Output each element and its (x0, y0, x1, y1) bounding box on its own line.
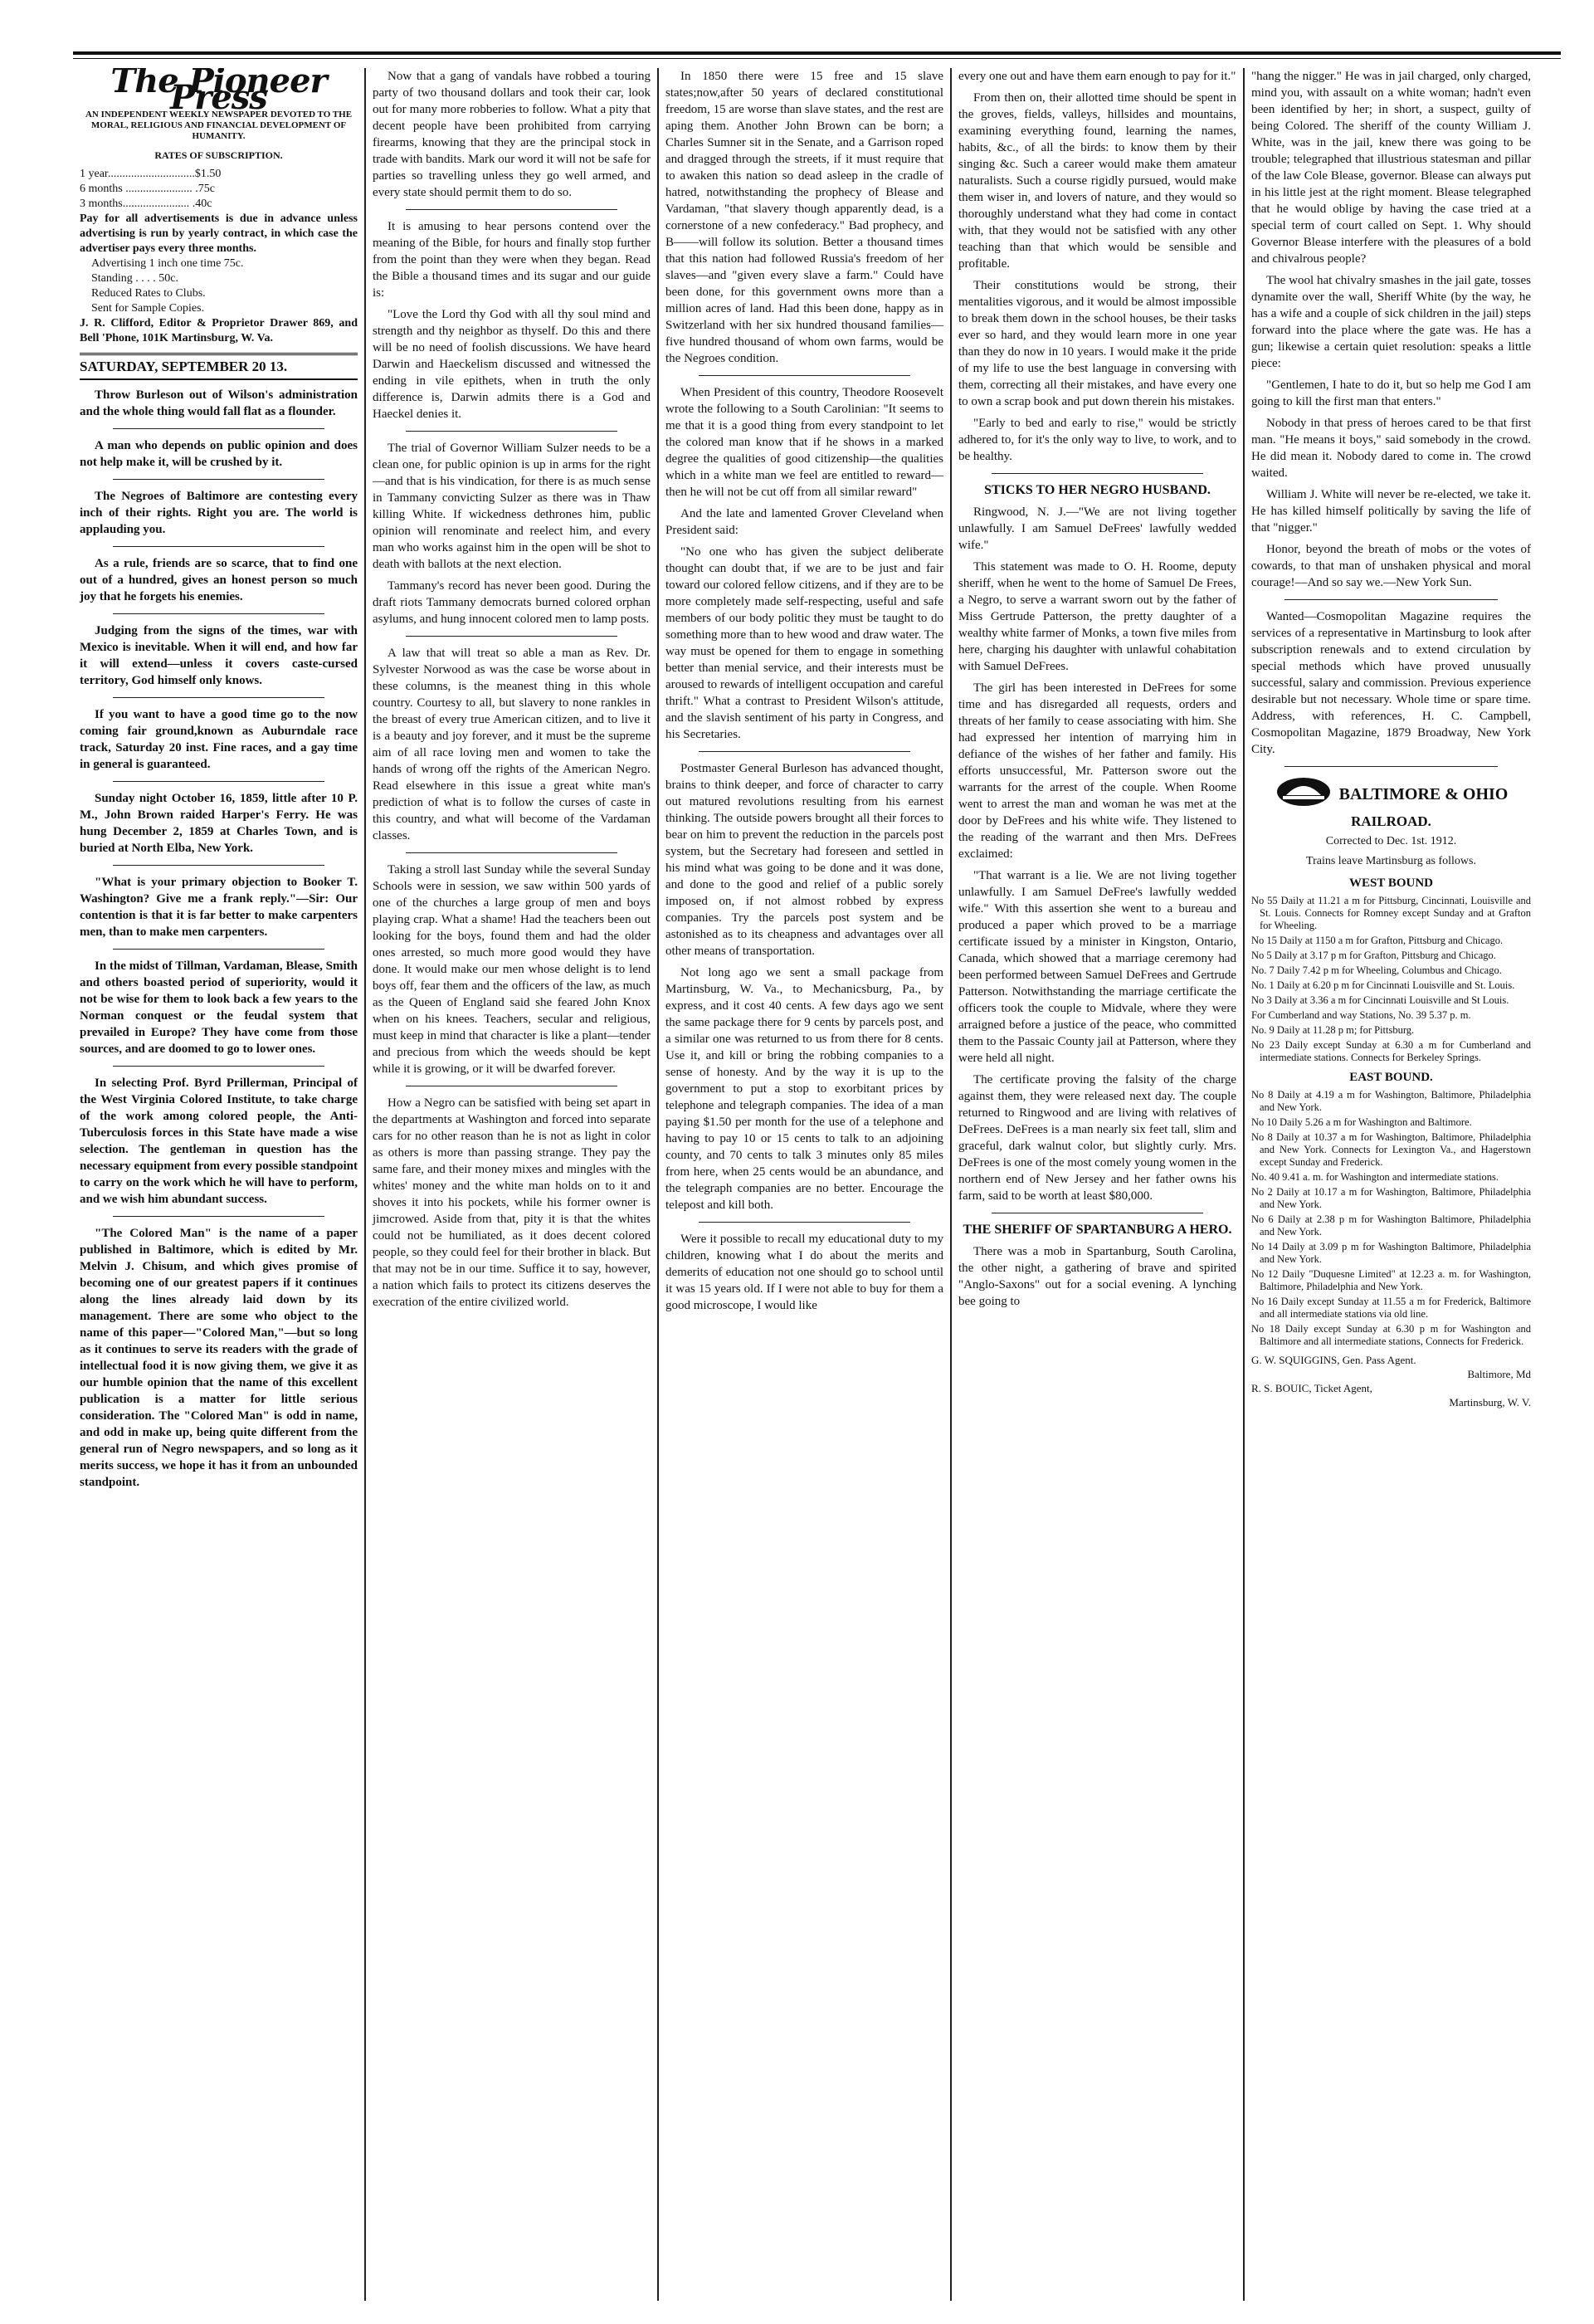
railroad-header (1251, 775, 1531, 808)
railroad-schedule (1251, 775, 1531, 1409)
editorial-paragraph: Postmaster General Burleson has advanced thought, brains to think deeper, and force of character to carry out matured revolutions resulting from his earnest thinking. The outside powers brought all their forces to bear on him to prevent the reduction in the parcels post system, but the Secretary had foreseen and settled in his mind what was going to be done and it was done, and done to the good and relief of a public sorely imposed on, if not almost robbed by express companies. Try the parcels post system and be astonished as to its cheapness and advantages over all other means of transportation. (665, 762, 943, 958)
article-paragraph: This statement was made to O. H. Roome, deputy sheriff, when he went to the home of Samuel De Frees, a Negro, to serve a warrant sworn out by the father of Miss Gertrude Patterson, the pretty daughter of a wealthy white farmer of Monks, a town five miles from here, charging his daughter with unlawful cohabitation with Samuel DeFrees. (958, 560, 1236, 673)
newspaper-columns (73, 68, 1562, 2301)
train-entry: No 14 Daily at 3.09 p m for Washington Baltimore, Philadelphia and New York. (1251, 1241, 1531, 1265)
editorial-paragraph: A law that will treat so able a man as Rev. Dr. Sylvester Norwood as was the case be worse about in these columns, is the meanest thing in this whole country. Courtesy to all, but slavery to none rankles in the breast of every true American citizen, and to live it is a beauty and joy forever, and it must be the supreme aim of all race loving men and women to take the hands of wrong off the rights of the American Negro. Read elsewhere in this issue a great white man's prediction of what is to follow the curses of caste in this country, and what will become of the Vardaman classes. (373, 647, 651, 842)
article-paragraph: "hang the nigger." He was in jail charged, only charged, mind you, with assault on a white woman; hadn't even been identified by her; in short, a suspect, guilty of being Colored. The sheriff of the county William J. White, was in the jail, knew there was going to be trouble; telegraphed that illustrious statesman and pillar of the law Cole Blease, governor. Blease can always put in his little jest at the right moment. Blease telegraphed that he would oblige by having the case tried at a special term of court called on Sept. 1. Why should Governor Blease interfere with the pleasures of a bold and chivalrous people? (1251, 70, 1531, 266)
train-entry: No 2 Daily at 10.17 a m for Washington, Baltimore, Philadelphia and New York. (1251, 1186, 1531, 1210)
article-paragraph: Honor, beyond the breath of mobs or the votes of cowards, to that man of unshaken physical and moral courage!—And so say we.—New York Sun. (1251, 543, 1531, 589)
article-paragraph: There was a mob in Spartanburg, South Carolina, the other night, a gathering of brave and spirited "Anglo-Saxons" out for a social evening. A lynching bee going to (958, 1245, 1236, 1308)
editorial-paragraph: As a rule, friends are so scarce, that to find one out of a hundred, gives an honest person so much joy that he forgets his enemies. (80, 557, 358, 603)
train-entry: No 55 Daily at 11.21 a m for Pittsburg, Cincinnati, Louisville and St. Louis. Connects for Romney except Sunday and at Grafton for Wheeling. (1251, 895, 1531, 931)
masthead-subtitle: AN INDEPENDENT WEEKLY NEWSPAPER DEVOTED TO THE MORAL, RELIGIOUS AND FINANCIAL DEVELOPMENT OF HUMANITY. (85, 110, 353, 141)
train-entry: No 23 Daily except Sunday at 6.30 a m for Cumberland and intermediate stations. Connects for Berkeley Springs. (1251, 1039, 1531, 1063)
rates-heading: RATES OF SUBSCRIPTION. (154, 149, 283, 161)
west-bound-heading: WEST BOUND (1348, 876, 1433, 890)
editorial-paragraph: In selecting Prof. Byrd Prillerman, Principal of the West Virginia Colored Institute, to take charge of the work among colored people, the Anti-Tuberculosis forces in this State have made a wise selection. The gentleman in question has the necessary equipment from every possible standpoint to carry on the work which he will have to perform, and we wish him abundant success. (80, 1077, 358, 1206)
passenger-agent: G. W. SQUIGGINS, Gen. Pass Agent. (1251, 1354, 1416, 1366)
sample-copies: Sent for Sample Copies. (91, 302, 205, 315)
article-paragraph: Nobody in that press of heroes cared to be that first man. "He means it boys," said somebody in the crowd. He did mean it. Nobody dared to come in. The crowd waited. (1251, 417, 1531, 480)
editorial-paragraph: Judging from the signs of the times, war with Mexico is inevitable. When it will end, and how far it will extend—unless it covers caste-cursed territory, God himself only knows. (80, 624, 358, 687)
article-headline: THE SHERIFF OF SPARTANBURG A HERO. (963, 1223, 1232, 1237)
top-rule-thin (73, 58, 1561, 59)
railroad-dome-logo-icon (1275, 775, 1333, 808)
editorial-paragraph: In 1850 there were 15 free and 15 slave states;now,after 50 years of declared constitutional freedom, 15 are worse than slave states, and the rest are aping them. Another John Brown can be born; a Charles Sumner sit in the Senate, and a Garrison roped and dragged through the streets, if it must require that to awaken this nation so dead asleep in the cradle of hatred, notwithstanding the prophecy of Blease and Vardaman, "that slavery though apparently dead, is a cornerstone of a new confederacy." Bad prophecy, and B——will follow its solution. Better a thousand times that this nation had followed Russia's freedom of her slaves—and "given every slave a farm." Could have been done, for this government owns more than a million acres of land. Had this been done, happy as in Switzerland with her six hundred thousand families—five hundred thousand of whom own farms, would be the Negroes condition. (665, 70, 943, 365)
article-paragraph: Ringwood, N. J.—"We are not living together unlawfully. I am Samuel DeFrees' lawfully wedded wife." (958, 505, 1236, 552)
article-paragraph: The wool hat chivalry smashes in the jail gate, tosses dynamite over the wall, Sheriff White (by the way, he has a wife and a couple of sick children in the jail) steps forward into the place where the gate was. He has a gun; likewise a certain quiet resolution: speaks a little piece: (1251, 274, 1531, 370)
train-entry: No. 9 Daily at 11.28 p m; for Pittsburg. (1251, 1024, 1415, 1036)
article-paragraph: The certificate proving the falsity of the charge against them, they were released next day. The couple returned to Ringwood and are living with relatives of DeFrees. DeFrees is a man nearly six feet tall, slim and graceful, dark walnut color, but slightly curly. Mrs. DeFrees is one of the most comely young women in the northern end of New Jersey and her father owns his farm, said to be worth at least $80,000. (958, 1073, 1236, 1203)
editorial-paragraph: In the midst of Tillman, Vardaman, Blease, Smith and others boasted period of superiority, would it not be wise for them to look back a few years to the Norman conquest or the feudal system that prevailed in Europe? They have come from those sources, and are doomed to go to lower ones. (80, 959, 358, 1056)
top-rule (73, 51, 1561, 55)
ticket-agent-location: Martinsburg, W. V. (1449, 1396, 1531, 1409)
train-entry: No 8 Daily at 10.37 a m for Washington, Baltimore, Philadelphia and New York. Connects for Lexington Va., and Hagerstown except Sunday and Frederick. (1251, 1131, 1531, 1168)
editorial-paragraph: Not long ago we sent a small package from Martinsburg, W. Va., to Mechanicsburg, Pa., by express, and it cost 40 cents. A few days ago we sent the same package there for 9 cents by parcels post, and a similar one was returned to us from there for 8 cents. Use it, and kill or bring the robbing companies to a sense of honesty. And by the way it is up to the government to put a stop to exorbitant prices by telephone and telegraph companies. The idea of a man paying $1.50 per month for the use of a telephone and having to pay 10 or 15 cents to talk to an adjoining county, and 70 cents to talk 3 minutes only 85 miles from here, when 25 cents would be an abundance, and the telegraph companies are no better. Encourage the telepost and kill both. (665, 966, 943, 1212)
editor-info: J. R. Clifford, Editor & Proprietor Drawer 869, and Bell 'Phone, 101K Martinsburg, W. Va. (80, 317, 358, 344)
railroad-name-2: RAILROAD. (1351, 813, 1431, 829)
editorial-paragraph: every one out and have them earn enough to pay for it." (958, 70, 1236, 83)
train-entry: No 3 Daily at 3.36 a m for Cincinnati Louisville and St Louis. (1251, 994, 1509, 1006)
column-4 (952, 68, 1245, 2301)
article-paragraph: The girl has been interested in DeFrees for some time and has disregarded all requests, orders and threats of her family to cease associating with him. She had expressed her intention of marrying him in defiance of the wishes of her father and family. His efforts unsuccessful, Mr. Patterson swore out the warrants for the arrest of the couple. When Roome went to arrest the man and woman he was met at the door by DeFrees and his white wife. They listened to the reading of the warrant and then Mrs. DeFrees exclaimed: (958, 681, 1236, 861)
schedule-corrected: Corrected to Dec. 1st. 1912. (1325, 835, 1457, 847)
rate-line: 3 months....................... .40c (80, 198, 212, 210)
editorial-paragraph: "Love the Lord thy God with all thy soul mind and strength and thy neighbor as thyself. Do this and there will be no need of foolish discussions. We have heard Darwin and Haeckelism discussed and witnessed the ending in vile epithets, when in truth the only difference is, Darwin admits there is a God and Haeckel denies it. (373, 308, 651, 421)
article-paragraph: "That warrant is a lie. We are not living together unlawfully. I am Samuel DeFree's lawfully wedded wife." With this assertion she went to a bureau and produced a paper which proved to be a marriage certificate issued by a minister in Kingston, Ontario, Canada, which showed that a marriage ceremony had been performed between Samuel DeFrees and Gertrude Patterson. Notwithstanding the marriage certificate the officers took the couple to Midvale, where they were arraigned before a justice of the peace, who committed them to the Passaic County jail at Patterson, where they were held all night. (958, 869, 1236, 1065)
editorial-paragraph: When President of this country, Theodore Roosevelt wrote the following to a South Carolinian: "It seems to me that it is a good thing from every standpoint to let the colored man know that if he shows in a marked degree the qualities of good citizenship—the qualities which in a white man we feel are entitled to reward—then he will not be cut off from all similar reward" (665, 386, 943, 499)
editorial-paragraph: Sunday night October 16, 1859, little after 10 P. M., John Brown raided Harper's Ferry. He was hung December 2, 1859 at Charles Town, and is buried at North Elba, New York. (80, 792, 358, 855)
column-1 (73, 68, 366, 2301)
column-3 (659, 68, 952, 2301)
train-entry: No 15 Daily at 1150 a m for Grafton, Pittsburg and Chicago. (1251, 935, 1504, 946)
train-entry: No 5 Daily at 3.17 p m for Grafton, Pittsburg and Chicago. (1251, 950, 1496, 961)
masthead-title: The Pioneer Press (110, 68, 327, 117)
train-entry: No 12 Daily "Duquesne Limited" at 12.23 a. m. for Washington, Baltimore, Philadelphia and New York. (1251, 1268, 1531, 1292)
advertising-rate: Advertising 1 inch one time 75c. (91, 257, 244, 270)
editorial-paragraph: How a Negro can be satisfied with being set apart in the departments at Washington and forced into separate cars for no other reason than he is not as light in color as others is more than passing strange. They pay the same fare, and their money mixes and mingles with the whites' money and the white man holds on to it and shoves it into his pockets, while his former owner is jimcrowed. Aside from that, pity it is that the whites could not be humiliated, as it does decent colored people, so they could feel for their brother in black. But that may not be in our time. Suffice it to say, however, a nation which fails to protect its citizens deserves the execration of the entire civilized world. (373, 1096, 651, 1309)
passenger-agent-location: Baltimore, Md (1467, 1368, 1531, 1380)
editorial-paragraph: Were it possible to recall my educational duty to my children, knowing what I do about the merits and demerits of education not one should go to school until it was 15 years old. If I were not able to buy for them a good microscope, I would like (665, 1233, 943, 1312)
editorial-paragraph: It is amusing to hear persons contend over the meaning of the Bible, for hours and finally stop further from the point than they were when they began. Read the Bible a thousand times and its sugar and our guide is: (373, 220, 651, 300)
east-bound-heading: EAST BOUND. (1349, 1071, 1433, 1084)
railroad-name: BALTIMORE & OHIO (1338, 785, 1509, 803)
editorial-paragraph: Their constitutions would be strong, their mentalities vigorous, and it would be almost impossible to break them down in the school houses, be their tasks ever so hard, and they would learn more in one year than they do now in 10 years. I would make it the pride of my life to use the best language in conversing with them, correcting all their mistakes, and have every one to own a scrap book and put down therein his mistakes. (958, 279, 1236, 408)
train-entry: No 10 Daily 5.26 a m for Washington and Baltimore. (1251, 1116, 1472, 1128)
schedule-intro: Trains leave Martinsburg as follows. (1306, 855, 1476, 867)
rate-line: 1 year..............................$1.50 (80, 168, 222, 180)
train-entry: No 18 Daily except Sunday at 6.30 p m for Washington and Baltimore and all intermediate stations, Connects for Frederick. (1251, 1323, 1531, 1347)
classified-ad: Wanted—Cosmopolitan Magazine requires the services of a representative in Martinsburg to look after subscription renewals and to extend circulation by special methods which have proved unusually successful, salary and commission. Previous experience desirable but not necessary. Whole time or spare time. Address, with references, H. C. Campbell, Cosmopolitan Magazine, 1879 Broadway, New York City. (1251, 610, 1531, 756)
editorial-paragraph: Tammany's record has never been good. During the draft riots Tammany democrats burned colored orphan asylums, and hung innocent colored men to lamp posts. (373, 579, 651, 626)
ticket-agent: R. S. BOUIC, Ticket Agent, (1251, 1382, 1372, 1394)
train-entry: No 6 Daily at 2.38 p m for Washington Baltimore, Philadelphia and New York. (1251, 1213, 1531, 1238)
club-rates: Reduced Rates to Clubs. (91, 287, 206, 300)
dateline: SATURDAY, SEPTEMBER 20 13. (80, 353, 358, 380)
train-entry: For Cumberland and way Stations, No. 39 5.37 p. m. (1251, 1009, 1471, 1021)
editorial-paragraph: Taking a stroll last Sunday while the several Sunday Schools were in session, we saw within 500 yards of one of the churches a large group of men and boys playing crap. What a shame! Had the teachers been out looking for the boys, found them and had the older ones arrested, so much more good would they have done. It would make our men whose delight is to lend boys off, fear them and the officers of the law, as much as the Queen of England said she feared John Knox when on his knees. Teachers, secular and religious, must keep in mind that character is like a plant—tender and precious from which the weeds should be kept while it is growing, or it will be dwarfed forever. (373, 863, 651, 1076)
rate-line: 6 months ....................... .75c (80, 183, 215, 195)
standing-rate: Standing . . . . 50c. (91, 272, 178, 285)
article-paragraph: William J. White will never be re-elected, we take it. He has killed himself politically by saving the life of that "nigger." (1251, 488, 1531, 535)
editorial-paragraph: A man who depends on public opinion and does not help make it, will be crushed by it. (80, 439, 358, 469)
editorial-paragraph: "The Colored Man" is the name of a paper published in Baltimore, which is edited by Mr. Melvin J. Chisum, and which gives promise of becoming one of our greatest papers if it continues along the lines already laid down by its management. There are some who object to the name of this paper—"Colored Man,"—but so long as it continues to serve its readers with the grade of intellectual food it is now giving them, we give it as our humble opinion that the name of this excellent publication is a matter for little serious consideration. The "Colored Man" is odd in name, and odd in make up, being quite different from the general run of Negro newspapers, and so long as it merits success, we hope it has it from an unbounded standpoint. (80, 1227, 358, 1489)
train-entry: No. 40 9.41 a. m. for Washington and intermediate stations. (1251, 1171, 1499, 1183)
train-entry: No. 7 Daily 7.42 p m for Wheeling, Columbus and Chicago. (1251, 964, 1502, 976)
article-paragraph: "Gentlemen, I hate to do it, but so help me God I am going to kill the first man that enters." (1251, 378, 1531, 408)
editorial-paragraph: "Early to bed and early to rise," would be strictly adhered to, for it's the only way to live, to work, and to be healthy. (958, 417, 1236, 463)
editorial-paragraph: "No one who has given the subject deliberate thought can doubt that, if we are to be just and fair toward our colored fellow citizens, and if they are to be more completely made self-respecting, useful and safe members of our body politic they must be taught to do something more than to hew wood and draw water. The way must be opened for them to engage in something better than menial service, and their interests must be aroused to rewards of intelligent occupation and careful thrift." What a contrast to President Wilson's attitude, and the slavish sentiment of his party in Congress, and his Secretaries. (665, 545, 943, 741)
column-2 (366, 68, 659, 2301)
train-entry: No 16 Daily except Sunday at 11.55 a m for Frederick, Baltimore and all intermediate stations via old line. (1251, 1296, 1531, 1320)
article-headline: STICKS TO HER NEGRO HUSBAND. (984, 483, 1211, 497)
train-entry: No. 1 Daily at 6.20 p m for Cincinnati Louisville and St. Louis. (1251, 979, 1515, 991)
editorial-paragraph: If you want to have a good time go to the now coming fair ground,known as Auburndale race track, Saturday 20 inst. Fine races, and a gay time in general is guaranteed. (80, 708, 358, 771)
editorial-paragraph: The trial of Governor William Sulzer needs to be a clean one, for public opinion is up in arms for the right—and that is his vindication, for there is as much sense in Tammany convicting Sulzer as there was in Thaw killing White. If wickedness dethrones him, public opinion will renominate and reelect him, and every man who works against him in the open will be shot to death with ballots at the next election. (373, 442, 651, 571)
editorial-paragraph: Throw Burleson out of Wilson's administration and the whole thing would fall flat as a flounder. (80, 388, 358, 418)
editorial-paragraph: "What is your primary objection to Booker T. Washington? Give me a frank reply."—Sir: Our contention is that it is far better to make carpenters men, than to make men carpenters. (80, 876, 358, 939)
column-5 (1245, 68, 1538, 2301)
editorial-paragraph: The Negroes of Baltimore are contesting every inch of their rights. Right you are. The world is applauding you. (80, 490, 358, 536)
train-entry: No 8 Daily at 4.19 a m for Washington, Baltimore, Philadelphia and New York. (1251, 1089, 1531, 1113)
editorial-paragraph: From then on, their allotted time should be spent in the groves, fields, valleys, hillsides and mountains, examining everything found, learning the names, habits, &c., of all the birds: to know them by their singing &c. Such a career would make them amateur naturalists. Such a course rigidly pursued, would make them wiser in, and lovers of nature, and they would so thoroughly understand what they had come in contact with, that they would not be satisfied with any other teaching than that which would be sensible and profitable. (958, 91, 1236, 271)
editorial-paragraph: Now that a gang of vandals have robbed a touring party of two thousand dollars and took their car, look out for many more robberies to follow. What a pity that decent people have been prohibited from carrying firearms, knowing that they are the principal stock in trade with bandits. Mark our word it will not be safe for parties so travelling unless they go well armed, and every state should permit them to do so. (373, 70, 651, 199)
advert-notice: Pay for all advertisements is due in advance unless advertising is run by yearly contract, in which case the advertiser pays every three months. (80, 212, 358, 255)
editorial-paragraph: And the late and lamented Grover Cleveland when President said: (665, 507, 943, 537)
